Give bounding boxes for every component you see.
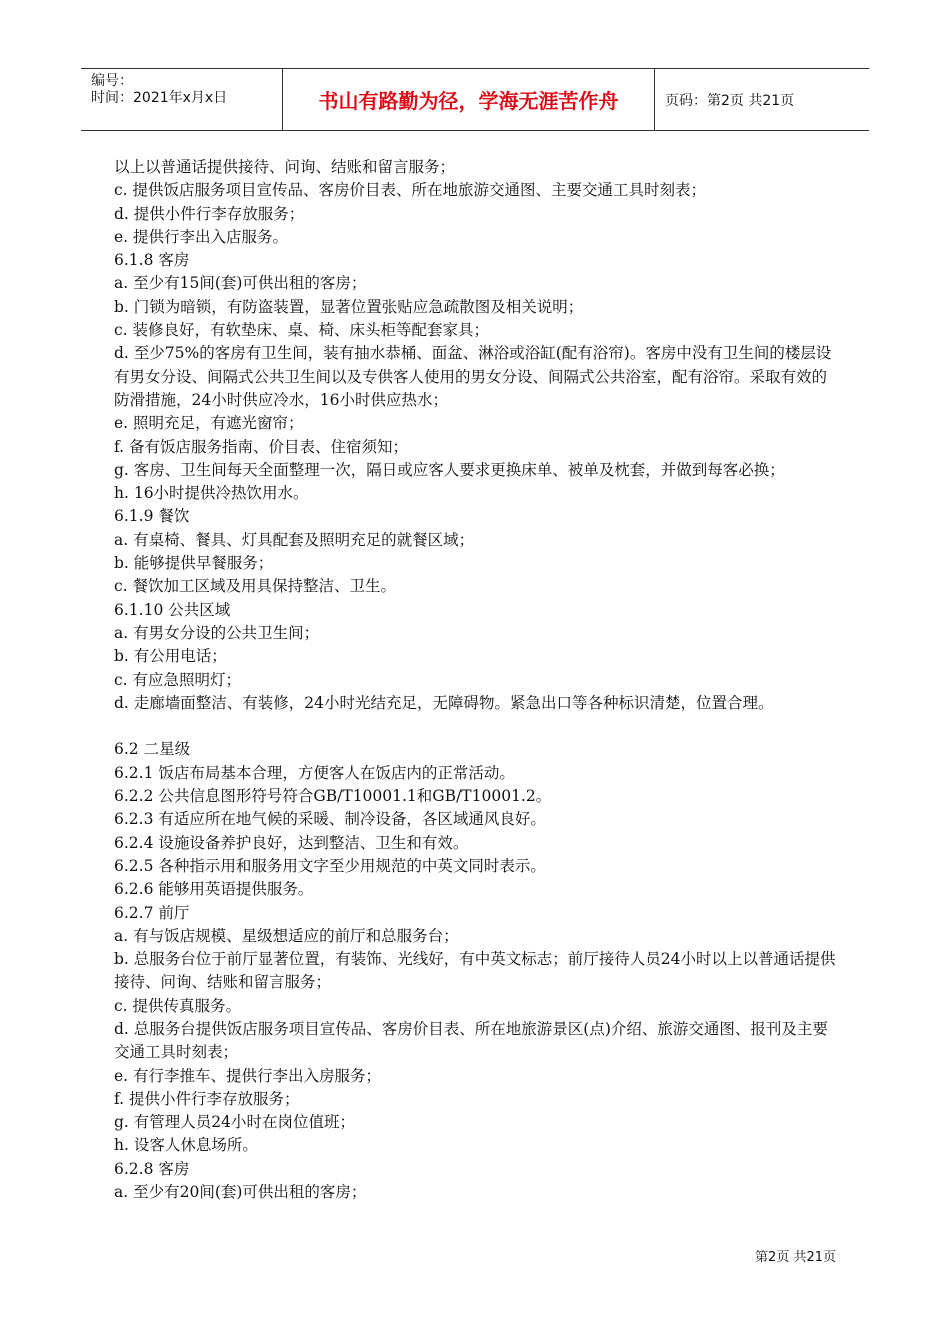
paragraph-line: 6.1.10 公共区域: [114, 600, 231, 619]
paragraph-line: a. 至少有15间(套)可供出租的客房；: [114, 274, 367, 293]
paragraph-line: h. 设客人休息场所。: [114, 1136, 258, 1155]
paragraph-line: 6.2.7 前厅: [114, 903, 190, 922]
paragraph-line: b. 门锁为暗锁，有防盗装置，显著位置张贴应急疏散图及相关说明；: [114, 297, 584, 316]
paragraph-line: 6.2.1 饭店布局基本合理，方便客人在饭店内的正常活动。: [114, 763, 515, 782]
paragraph-line: a. 至少有20间(套)可供出租的客房；: [114, 1183, 367, 1202]
page-header: [81, 68, 869, 131]
paragraph-line: d. 至少75%的客房有卫生间，装有抽水恭桶、面盆、淋浴或浴缸(配有浴帘)。客房中没有卫生间的楼层设有男女分设、间隔式公共卫生间以及专供客人使用的男女分设、间隔式公共浴室，配有浴帘。采取有效的防滑措施，24小时供应冷水，16小时供应热水；: [114, 344, 832, 409]
paragraph-line: 6.2 二星级: [114, 740, 191, 759]
paragraph-line: c. 装修良好，有软垫床、桌、椅、床头柜等配套家具；: [114, 321, 490, 340]
paragraph-line: b. 总服务台位于前厅显著位置，有装饰、光线好，有中英文标志；前厅接待人员24小时以上以普通话提供接待、问询、结账和留言服务；: [114, 950, 836, 992]
paragraph-line: 6.2.5 各种指示用和服务用文字至少用规范的中英文同时表示。: [114, 856, 546, 875]
paragraph-line: g. 有管理人员24小时在岗位值班；: [114, 1113, 356, 1132]
paragraph-line: 6.1.9 餐饮: [114, 507, 190, 526]
document-body: [114, 156, 840, 1204]
blank-line: [114, 715, 840, 738]
paragraph-line: f. 提供小件行李存放服务；: [114, 1089, 300, 1108]
paragraph-line: a. 有男女分设的公共卫生间；: [114, 623, 320, 642]
paragraph-line: 6.2.8 客房: [114, 1159, 190, 1178]
paragraph-line: 6.2.2 公共信息图形符号符合GB/T10001.1和GB/T10001.2。: [114, 787, 552, 806]
paragraph-line: h. 16小时提供冷热饮用水。: [114, 484, 309, 503]
paragraph-line: e. 提供行李出入店服务。: [114, 227, 289, 246]
paragraph-line: e. 有行李推车、提供行李出入房服务；: [114, 1066, 382, 1085]
document-time-label: 时间：2021年x月x日: [91, 90, 228, 106]
paragraph-line: 6.2.4 设施设备养护良好，达到整洁、卫生和有效。: [114, 833, 469, 852]
header-page-info: 页码：第2页 共21页: [665, 92, 795, 109]
header-meta: [81, 69, 283, 130]
paragraph-line: g. 客房、卫生间每天全面整理一次，隔日或应客人要求更换床单、被单及枕套，并做到每客必换；: [114, 460, 785, 479]
paragraph-line: c. 餐饮加工区域及用具保持整洁、卫生。: [114, 577, 397, 596]
paragraph-line: a. 有桌椅、餐具、灯具配套及照明充足的就餐区域；: [114, 530, 475, 549]
paragraph-line: d. 总服务台提供饭店服务项目宣传品、客房价目表、所在地旅游景区(点)介绍、旅游交通图、报刊及主要交通工具时刻表；: [114, 1019, 828, 1062]
paragraph-line: d. 提供小件行李存放服务；: [114, 204, 305, 223]
paragraph-line: d. 走廊墙面整洁、有装修，24小时光结充足，无障碍物。紧急出口等各种标识清楚，位置合理。: [114, 693, 774, 712]
paragraph-line: c. 提供传真服务。: [114, 996, 242, 1015]
header-motto: 书山有路勤为径，学海无涯苦作舟: [283, 69, 655, 130]
paragraph-line: c. 提供饭店服务项目宣传品、客房价目表、所在地旅游交通图、主要交通工具时刻表；: [114, 181, 707, 200]
paragraph-line: e. 照明充足，有遮光窗帘；: [114, 414, 304, 433]
paragraph-line: 6.1.8 客房: [114, 251, 190, 270]
paragraph-line: b. 有公用电话；: [114, 647, 227, 666]
paragraph-line: b. 能够提供早餐服务；: [114, 554, 274, 573]
paragraph-line: c. 有应急照明灯；: [114, 670, 242, 689]
document-number-label: 编号：: [91, 73, 133, 89]
paragraph-line: 6.2.3 有适应所在地气候的采暖、制冷设备，各区域通风良好。: [114, 810, 546, 829]
paragraph-line: 6.2.6 能够用英语提供服务。: [114, 880, 314, 899]
paragraph-line: a. 有与饭店规模、星级想适应的前厅和总服务台；: [114, 926, 459, 945]
paragraph-line: 以上以普通话提供接待、问询、结账和留言服务；: [114, 158, 456, 176]
paragraph-line: f. 备有饭店服务指南、价目表、住宿须知；: [114, 437, 409, 456]
page-footer: 第2页 共21页: [755, 1250, 836, 1265]
